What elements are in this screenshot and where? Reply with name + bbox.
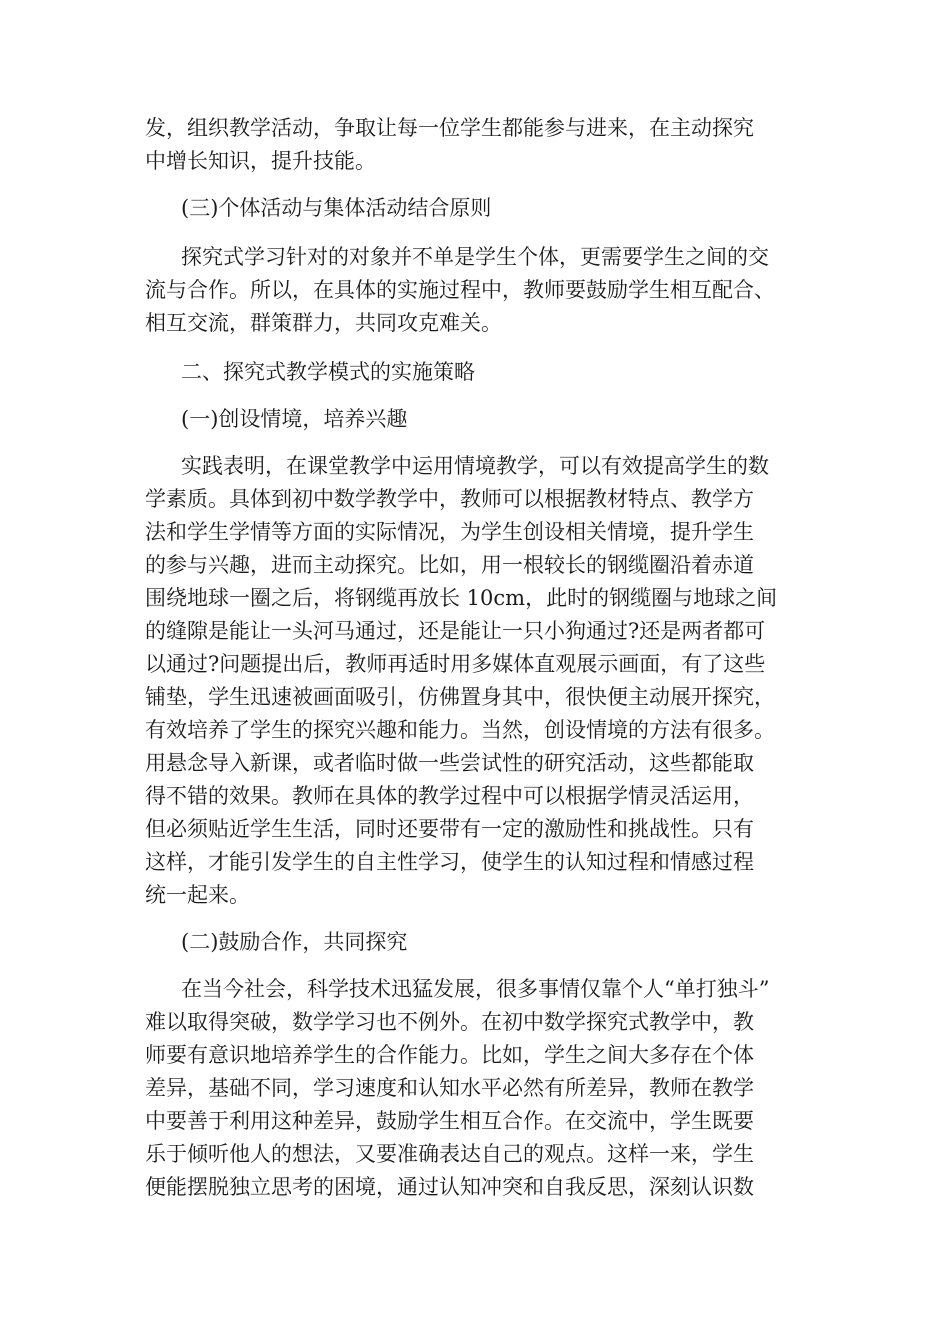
heading-line: (三)个体活动与集体活动结合原则 [181,196,492,220]
text-line: 的缝隙是能让一头河马通过，还是能让一只小狗通过?还是两者都可 [145,619,766,643]
text-line: 以通过?问题提出后，教师再适时用多媒体直观展示画面，有了这些 [145,652,766,676]
text-line: 探究式学习针对的对象并不单是学生个体，更需要学生之间的交 [181,245,769,269]
text-line: 在当今社会，科学技术迅猛发展，很多事情仅靠个人“单打独斗” [181,977,770,1001]
text-line: 乐于倾听他人的想法，又要准确表达自己的观点。这样一来，学生 [145,1142,754,1166]
paragraph-cooperation [145,973,825,1204]
text-line: 发，组织教学活动，争取让每一位学生都能参与进来，在主动探究 [145,116,754,140]
heading-line: (一)创设情境，培养兴趣 [181,407,408,431]
text-line: 实践表明，在课堂教学中运用情境教学，可以有效提高学生的数 [181,454,769,478]
subsection-heading-2 [145,926,825,959]
text-line: 师要有意识地培养学生的合作能力。比如，学生之间大多存在个体 [145,1043,754,1067]
heading-line: 二、探究式教学模式的实施策略 [181,360,475,384]
subsection-heading-1 [145,403,825,436]
text-line: 法和学生学情等方面的实际情况，为学生创设相关情境，提升学生 [145,520,754,544]
paragraph-principle-3 [145,241,825,340]
text-line: 得不错的效果。教师在具体的教学过程中可以根据学情灵活运用， [145,784,754,808]
paragraph-continuation [145,112,825,178]
text-line: 有效培养了学生的探究兴趣和能力。当然，创设情境的方法有很多。 [145,718,775,742]
text-line: 统一起来。 [145,883,250,907]
text-line: 的参与兴趣，进而主动探究。比如，用一根较长的钢缆圈沿着赤道 [145,553,754,577]
text-line: 相互交流，群策群力，共同攻克难关。 [145,311,502,335]
section-heading-strategies [145,356,825,389]
section-heading-principle-3 [145,192,825,225]
text-line: 流与合作。所以，在具体的实施过程中，教师要鼓励学生相互配合、 [145,278,775,302]
paragraph-situation [145,450,825,912]
text-line: 学素质。具体到初中数学教学中，教师可以根据教材特点、教学方 [145,487,754,511]
text-line: 用悬念导入新课，或者临时做一些尝试性的研究活动，这些都能取 [145,751,754,775]
text-line: 铺垫，学生迅速被画面吸引，仿佛置身其中，很快便主动展开探究， [145,685,775,709]
text-line: 难以取得突破，数学学习也不例外。在初中数学探究式教学中，教 [145,1010,754,1034]
text-line: 差异，基础不同，学习速度和认知水平必然有所差异，教师在教学 [145,1076,754,1100]
text-line: 围绕地球一圈之后，将钢缆再放长 10cm，此时的钢缆圈与地球之间 [145,586,778,610]
text-line: 这样，才能引发学生的自主性学习，使学生的认知过程和情感过程 [145,850,754,874]
document-page [145,112,825,1204]
text-line: 便能摆脱独立思考的困境，通过认知冲突和自我反思，深刻认识数 [145,1175,754,1199]
text-line: 但必须贴近学生生活，同时还要带有一定的激励性和挑战性。只有 [145,817,754,841]
heading-line: (二)鼓励合作，共同探究 [181,930,408,954]
text-line: 中要善于利用这种差异，鼓励学生相互合作。在交流中，学生既要 [145,1109,754,1133]
text-line: 中增长知识，提升技能。 [145,149,376,173]
